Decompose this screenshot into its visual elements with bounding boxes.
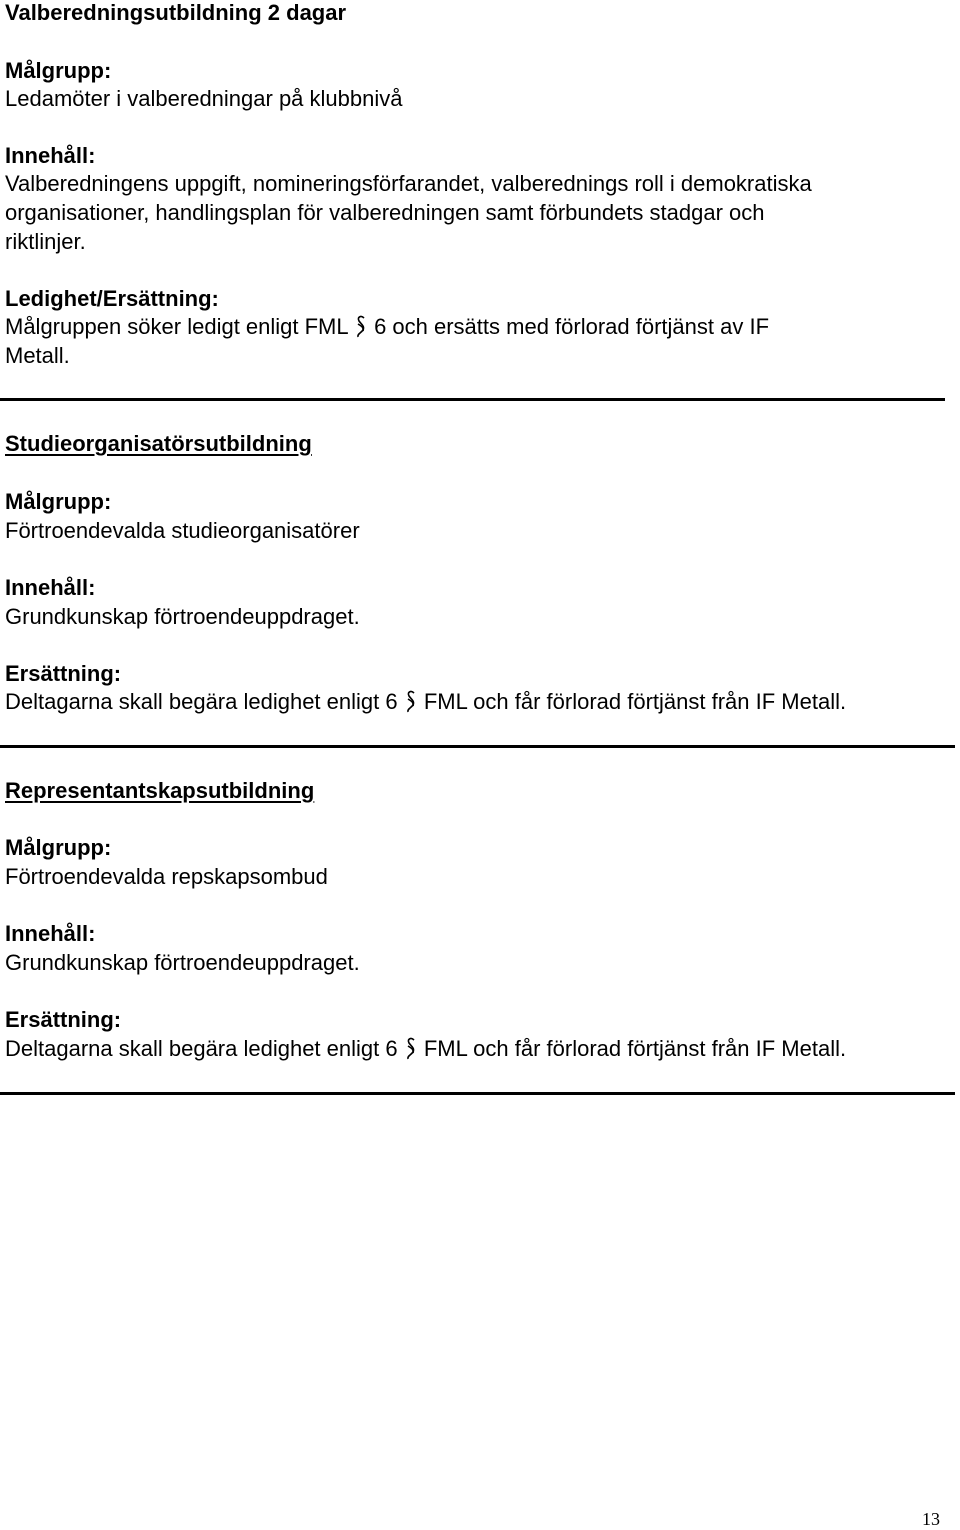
section-divider [0,1092,955,1095]
section-2-malgrupp-text: Förtroendevalda studieorganisatörer [5,518,360,543]
section-1-ersattning-line-1 [5,312,769,341]
section-3-malgrupp-text: Förtroendevalda repskapsombud [5,864,328,889]
section-1-innehall-line-1: Valberedningens uppgift, nomineringsförfarandet, valberednings roll i demokratiska [5,171,812,196]
section-1-innehall-line-2: organisationer, handlingsplan för valberedningen samt förbundets stadgar och [5,200,765,225]
section-divider [0,398,945,401]
section-1-ersattning-line-1-b: 6 och ersätts med förlorad förtjänst av IF [374,314,770,339]
paragraph-sign-icon [354,314,368,340]
page-number: 13 [922,1509,940,1529]
section-2-title: Studieorganisatörsutbildning [5,431,312,456]
section-2-ersattning-label: Ersättning: [5,661,122,686]
section-1-innehall-label: Innehåll: [5,143,96,168]
section-3-innehall-label: Innehåll: [5,921,96,946]
section-3-malgrupp-label: Målgrupp: [5,835,112,860]
section-3-innehall-text: Grundkunskap förtroendeuppdraget. [5,950,360,975]
section-1-title: Valberedningsutbildning 2 dagar [5,0,347,25]
section-3-title: Representantskapsutbildning [5,778,315,803]
paragraph-sign-icon [404,689,418,715]
section-1-ersattning-line-2: Metall. [5,343,70,368]
section-divider [0,745,955,748]
section-2-ersattning-b: FML och får förlorad förtjänst från IF Metall. [423,689,847,714]
section-3-ersattning-a: Deltagarna skall begära ledighet enligt 6 [5,1036,398,1061]
paragraph-sign-icon [404,1036,418,1062]
section-1-ersattning-label: Ledighet/Ersättning: [5,286,219,311]
section-1-malgrupp-text: Ledamöter i valberedningar på klubbnivå [5,86,403,111]
section-3-ersattning-label: Ersättning: [5,1007,122,1032]
section-2-innehall-label: Innehåll: [5,575,96,600]
section-3-ersattning-b: FML och får förlorad förtjänst från IF Metall. [423,1036,847,1061]
section-1-malgrupp-label: Målgrupp: [5,58,112,83]
section-2-ersattning-text [5,687,846,716]
section-2-innehall-text: Grundkunskap förtroendeuppdraget. [5,604,360,629]
section-2-malgrupp-label: Målgrupp: [5,489,112,514]
section-2-ersattning-a: Deltagarna skall begära ledighet enligt 6 [5,689,398,714]
section-1-innehall-line-3: riktlinjer. [5,229,86,254]
section-3-ersattning-text [5,1034,846,1063]
section-1-ersattning-line-1-a: Målgruppen söker ledigt enligt FML [5,314,348,339]
